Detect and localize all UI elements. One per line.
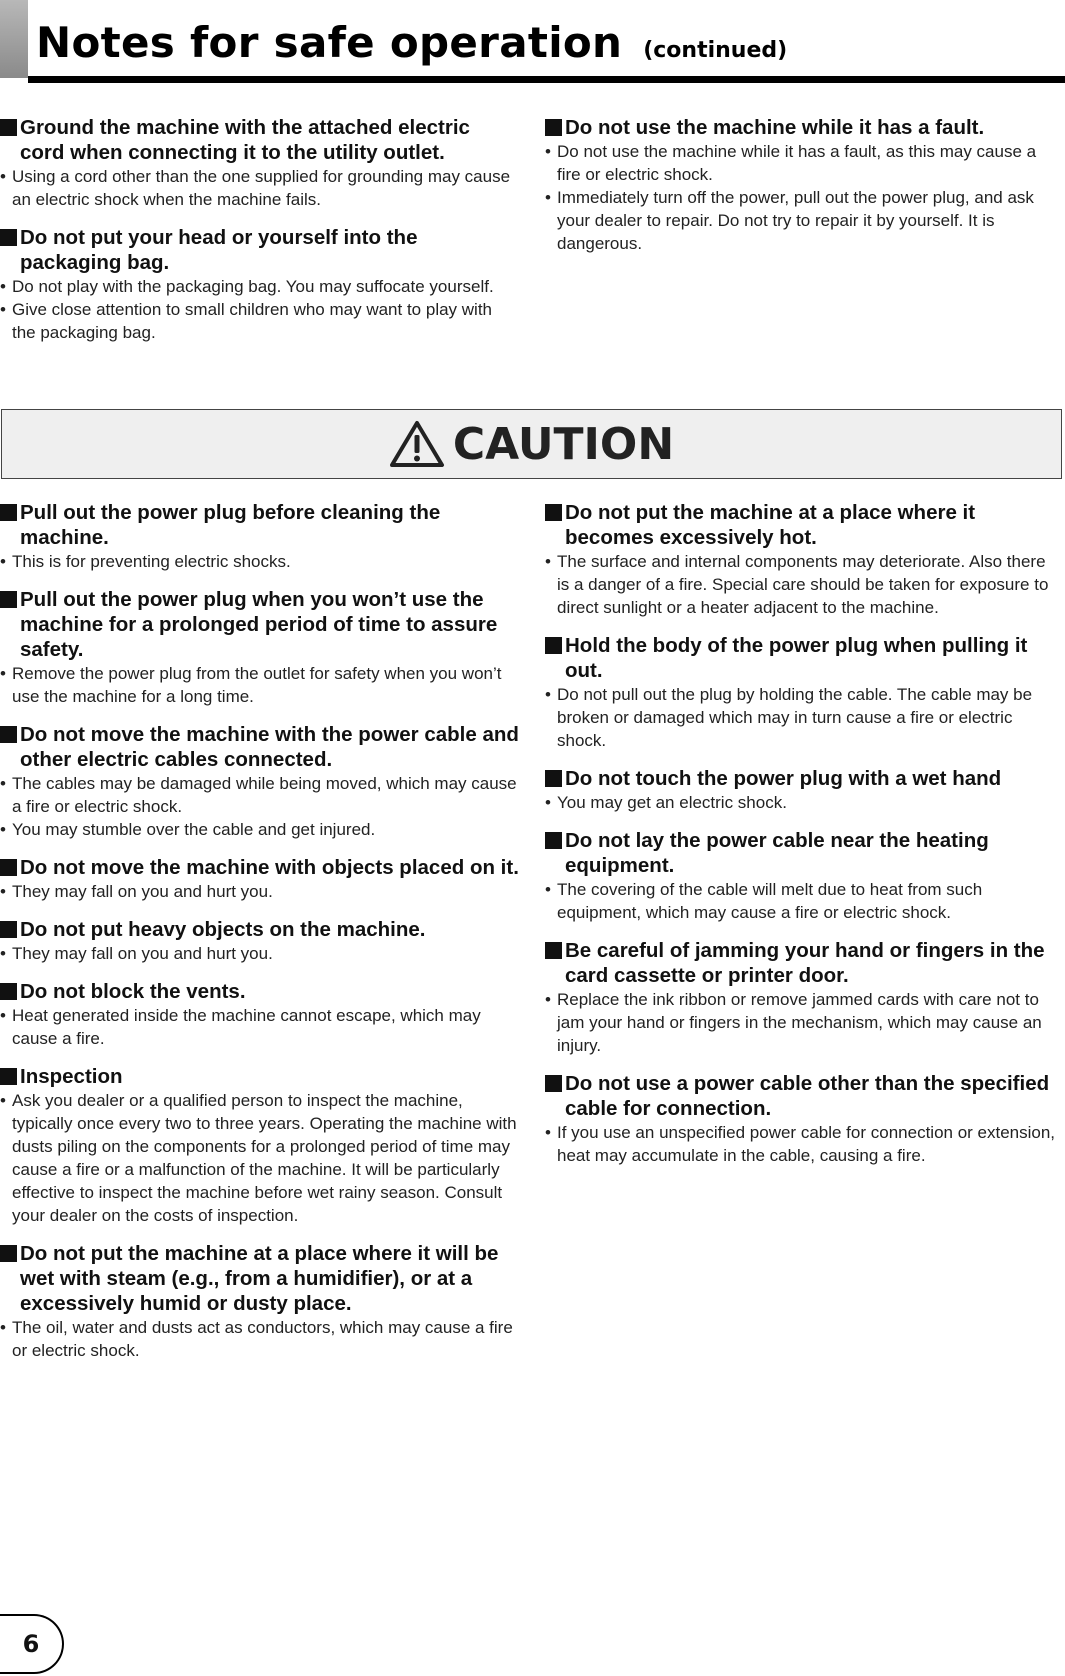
notice-heading-text: Do not touch the power plug with a wet hand [565,767,1002,790]
title-underline [28,76,1065,83]
notice-section [0,225,520,344]
square-bullet-icon [545,770,562,787]
notice-section [545,115,1060,255]
notice-section [545,828,1060,924]
notice-section [0,1064,520,1227]
caution-column-left [0,500,520,1376]
notice-section [0,979,520,1050]
notice-section [0,115,520,211]
notice-heading [545,1071,1060,1121]
notice-section [0,587,520,708]
notice-bullets [0,662,520,708]
notice-bullet: • Ask you dealer or a qualified person to inspect the machine, typically once every two to three years. Operating the machine with dusts piling on the components for a prolonged period of time may cause a fire or a malfunction of the machine. It will be particularly effective to inspect the machine before wet rainy season. Consult your dealer on the costs of inspection. [0,1089,520,1227]
square-bullet-icon [545,504,562,521]
notice-heading [0,917,520,942]
notice-bullets [0,880,520,903]
notice-section [0,1241,520,1362]
notice-bullet: • This is for preventing electric shocks. [0,550,520,573]
notice-heading-text: Do not move the machine with objects placed on it. [20,856,519,879]
notice-heading [545,115,1060,140]
notice-section [0,855,520,903]
notice-heading-text: Do not block the vents. [20,980,246,1003]
square-bullet-icon [545,119,562,136]
notice-heading-text: Hold the body of the power plug when pulling it out. [565,634,1028,682]
notice-bullets [0,1316,520,1362]
notice-bullets [545,140,1060,255]
notice-heading-text: Do not put the machine at a place where it becomes excessively hot. [565,501,976,549]
notice-section [545,500,1060,619]
page-number: 6 [0,1614,64,1674]
notice-heading [0,722,520,772]
square-bullet-icon [545,942,562,959]
caution-banner [1,409,1062,479]
notice-section [545,1071,1060,1167]
notice-bullets [0,1089,520,1227]
title-continued: (continued) [643,38,788,63]
notice-heading-text: Inspection [20,1065,123,1088]
square-bullet-icon [0,859,17,876]
notice-bullet: • You may stumble over the cable and get injured. [0,818,520,841]
notice-bullets [0,165,520,211]
square-bullet-icon [545,637,562,654]
square-bullet-icon [0,1068,17,1085]
notice-heading-text: Ground the machine with the attached electric cord when connecting it to the utility outlet. [20,116,470,164]
square-bullet-icon [0,119,17,136]
notice-bullet: • You may get an electric shock. [545,791,1060,814]
caution-column-right [545,500,1060,1181]
square-bullet-icon [0,229,17,246]
notice-section [0,917,520,965]
notice-bullet: • The cables may be damaged while being moved, which may cause a fire or electric shock. [0,772,520,818]
notice-section [0,500,520,573]
square-bullet-icon [0,504,17,521]
notice-heading [0,225,520,275]
notice-bullets [0,1004,520,1050]
notice-bullets [545,988,1060,1057]
notice-bullets [545,791,1060,814]
notice-heading [545,828,1060,878]
notice-bullets [545,878,1060,924]
warning-column-left [0,115,520,358]
notice-heading-text: Pull out the power plug before cleaning the machine. [20,501,441,549]
notice-heading [0,1241,520,1316]
notice-heading [0,115,520,165]
caution-label: CAUTION [452,418,675,470]
notice-heading-text: Be careful of jamming your hand or fingers in the card cassette or printer door. [565,939,1045,987]
notice-heading [0,979,520,1004]
notice-heading [545,938,1060,988]
square-bullet-icon [0,1245,17,1262]
notice-heading [545,500,1060,550]
notice-bullets [0,942,520,965]
notice-heading [0,855,520,880]
notice-bullet: • The oil, water and dusts act as conductors, which may cause a fire or electric shock. [0,1316,520,1362]
notice-bullet: • They may fall on you and hurt you. [0,942,520,965]
warning-column-right [545,115,1060,269]
notice-bullet: • Do not play with the packaging bag. You may suffocate yourself. [0,275,520,298]
notice-bullet: • The covering of the cable will melt due to heat from such equipment, which may cause a fire or electric shock. [545,878,1060,924]
notice-bullets [0,550,520,573]
notice-heading-text: Do not lay the power cable near the heating equipment. [565,829,989,877]
square-bullet-icon [545,832,562,849]
notice-bullet: • Do not use the machine while it has a fault, as this may cause a fire or electric shock. [545,140,1060,186]
notice-heading [545,633,1060,683]
notice-bullet: • Replace the ink ribbon or remove jammed cards with care not to jam your hand or fingers in the mechanism, which may cause an injury. [545,988,1060,1057]
notice-section [545,938,1060,1057]
notice-heading-text: Do not use a power cable other than the specified cable for connection. [565,1072,1050,1120]
notice-heading-text: Do not use the machine while it has a fault. [565,116,985,139]
notice-bullet: • Do not pull out the plug by holding the cable. The cable may be broken or damaged which may in turn cause a fire or electric shock. [545,683,1060,752]
notice-bullets [545,683,1060,752]
notice-bullet: • If you use an unspecified power cable for connection or extension, heat may accumulate in the cable, causing a fire. [545,1121,1060,1167]
square-bullet-icon [0,921,17,938]
notice-bullets [0,275,520,344]
notice-bullet: • They may fall on you and hurt you. [0,880,520,903]
notice-heading-text: Do not put heavy objects on the machine. [20,918,426,941]
notice-heading-text: Do not put your head or yourself into the packaging bag. [20,226,418,274]
square-bullet-icon [0,591,17,608]
square-bullet-icon [0,726,17,743]
side-tab [0,0,28,78]
notice-bullet: • Remove the power plug from the outlet for safety when you won’t use the machine for a long time. [0,662,520,708]
notice-heading [0,1064,520,1089]
notice-heading-text: Pull out the power plug when you won’t use the machine for a prolonged period of time to assure safety. [20,588,498,661]
notice-bullet: • Heat generated inside the machine cannot escape, which may cause a fire. [0,1004,520,1050]
notice-heading-text: Do not put the machine at a place where it will be wet with steam (e.g., from a humidifier), or at a excessively humid or dusty place. [20,1242,499,1315]
notice-section [0,722,520,841]
notice-bullet: • Give close attention to small children who may want to play with the packaging bag. [0,298,520,344]
notice-bullet: • The surface and internal components may deteriorate. Also there is a danger of a fire. Special care should be taken for exposure to direct sunlight or a heater adjacent to the machine. [545,550,1060,619]
notice-bullets [0,772,520,841]
square-bullet-icon [0,983,17,1000]
square-bullet-icon [545,1075,562,1092]
notice-section [545,766,1060,814]
warning-triangle-icon [389,420,445,468]
notice-heading [0,500,520,550]
notice-bullet: • Using a cord other than the one supplied for grounding may cause an electric shock when the machine fails. [0,165,520,211]
page-title: Notes for safe operation (continued) [36,18,788,67]
notice-bullets [545,550,1060,619]
notice-section [545,633,1060,752]
notice-heading-text: Do not move the machine with the power cable and other electric cables connected. [20,723,519,771]
notice-heading [0,587,520,662]
notice-bullet: • Immediately turn off the power, pull out the power plug, and ask your dealer to repair. Do not try to repair it by yourself. It is dangerous. [545,186,1060,255]
notice-bullets [545,1121,1060,1167]
notice-heading [545,766,1060,791]
